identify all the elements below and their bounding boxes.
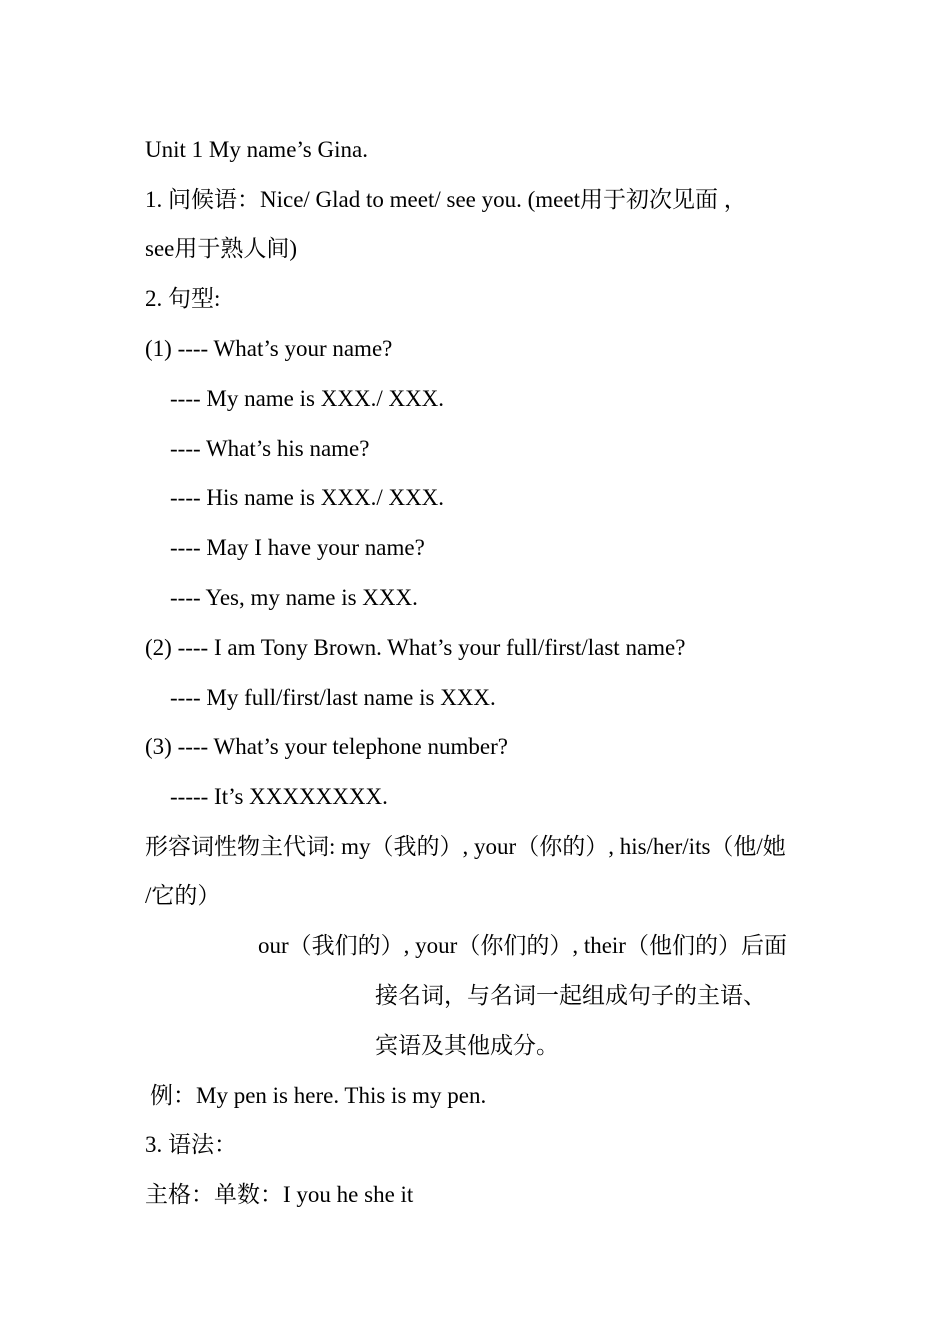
doc-line-pronoun-usage: 接名词，与名词一起组成句子的主语、: [375, 983, 766, 1008]
doc-line-greeting-cont: see用于熟人间): [145, 236, 298, 261]
doc-line-plural-pronouns: our（我们的）, your（你们的）, their（他们的）后面: [258, 933, 787, 958]
doc-line-q4: (2) ---- I am Tony Brown. What’s your full/first/last name?: [145, 635, 686, 660]
doc-line-q2: ---- What’s his name?: [170, 436, 370, 461]
doc-line-pronoun-usage-cont: 宾语及其他成分。: [375, 1033, 559, 1058]
doc-line-a4: ---- My full/first/last name is XXX.: [170, 685, 496, 710]
doc-line-greeting: 1. 问候语：Nice/ Glad to meet/ see you. (meet用于初次见面 ，: [145, 187, 747, 212]
doc-line-a3: ---- Yes, my name is XXX.: [170, 585, 418, 610]
doc-title: Unit 1 My name’s Gina.: [145, 137, 368, 162]
doc-line-a2: ---- His name is XXX./ XXX.: [170, 485, 445, 510]
doc-line-sentence-pattern: 2. 句型:: [145, 286, 221, 311]
doc-line-a5: ----- It’s XXXXXXXX.: [170, 784, 388, 809]
doc-line-subject-case: 主格：单数：I you he she it: [145, 1182, 414, 1207]
doc-line-pronouns-cont: /它的）: [145, 883, 221, 908]
doc-line-q1: (1) ---- What’s your name?: [145, 336, 393, 361]
doc-line-grammar: 3. 语法：: [145, 1132, 237, 1157]
doc-line-q3: ---- May I have your name?: [170, 535, 425, 560]
doc-line-q5: (3) ---- What’s your telephone number?: [145, 734, 508, 759]
doc-line-a1: ---- My name is XXX./ XXX.: [170, 386, 445, 411]
doc-line-pronouns: 形容词性物主代词: my（我的）, your（你的）, his/her/its（他/她: [145, 834, 786, 859]
doc-line-example: 例：My pen is here. This is my pen.: [150, 1083, 487, 1108]
